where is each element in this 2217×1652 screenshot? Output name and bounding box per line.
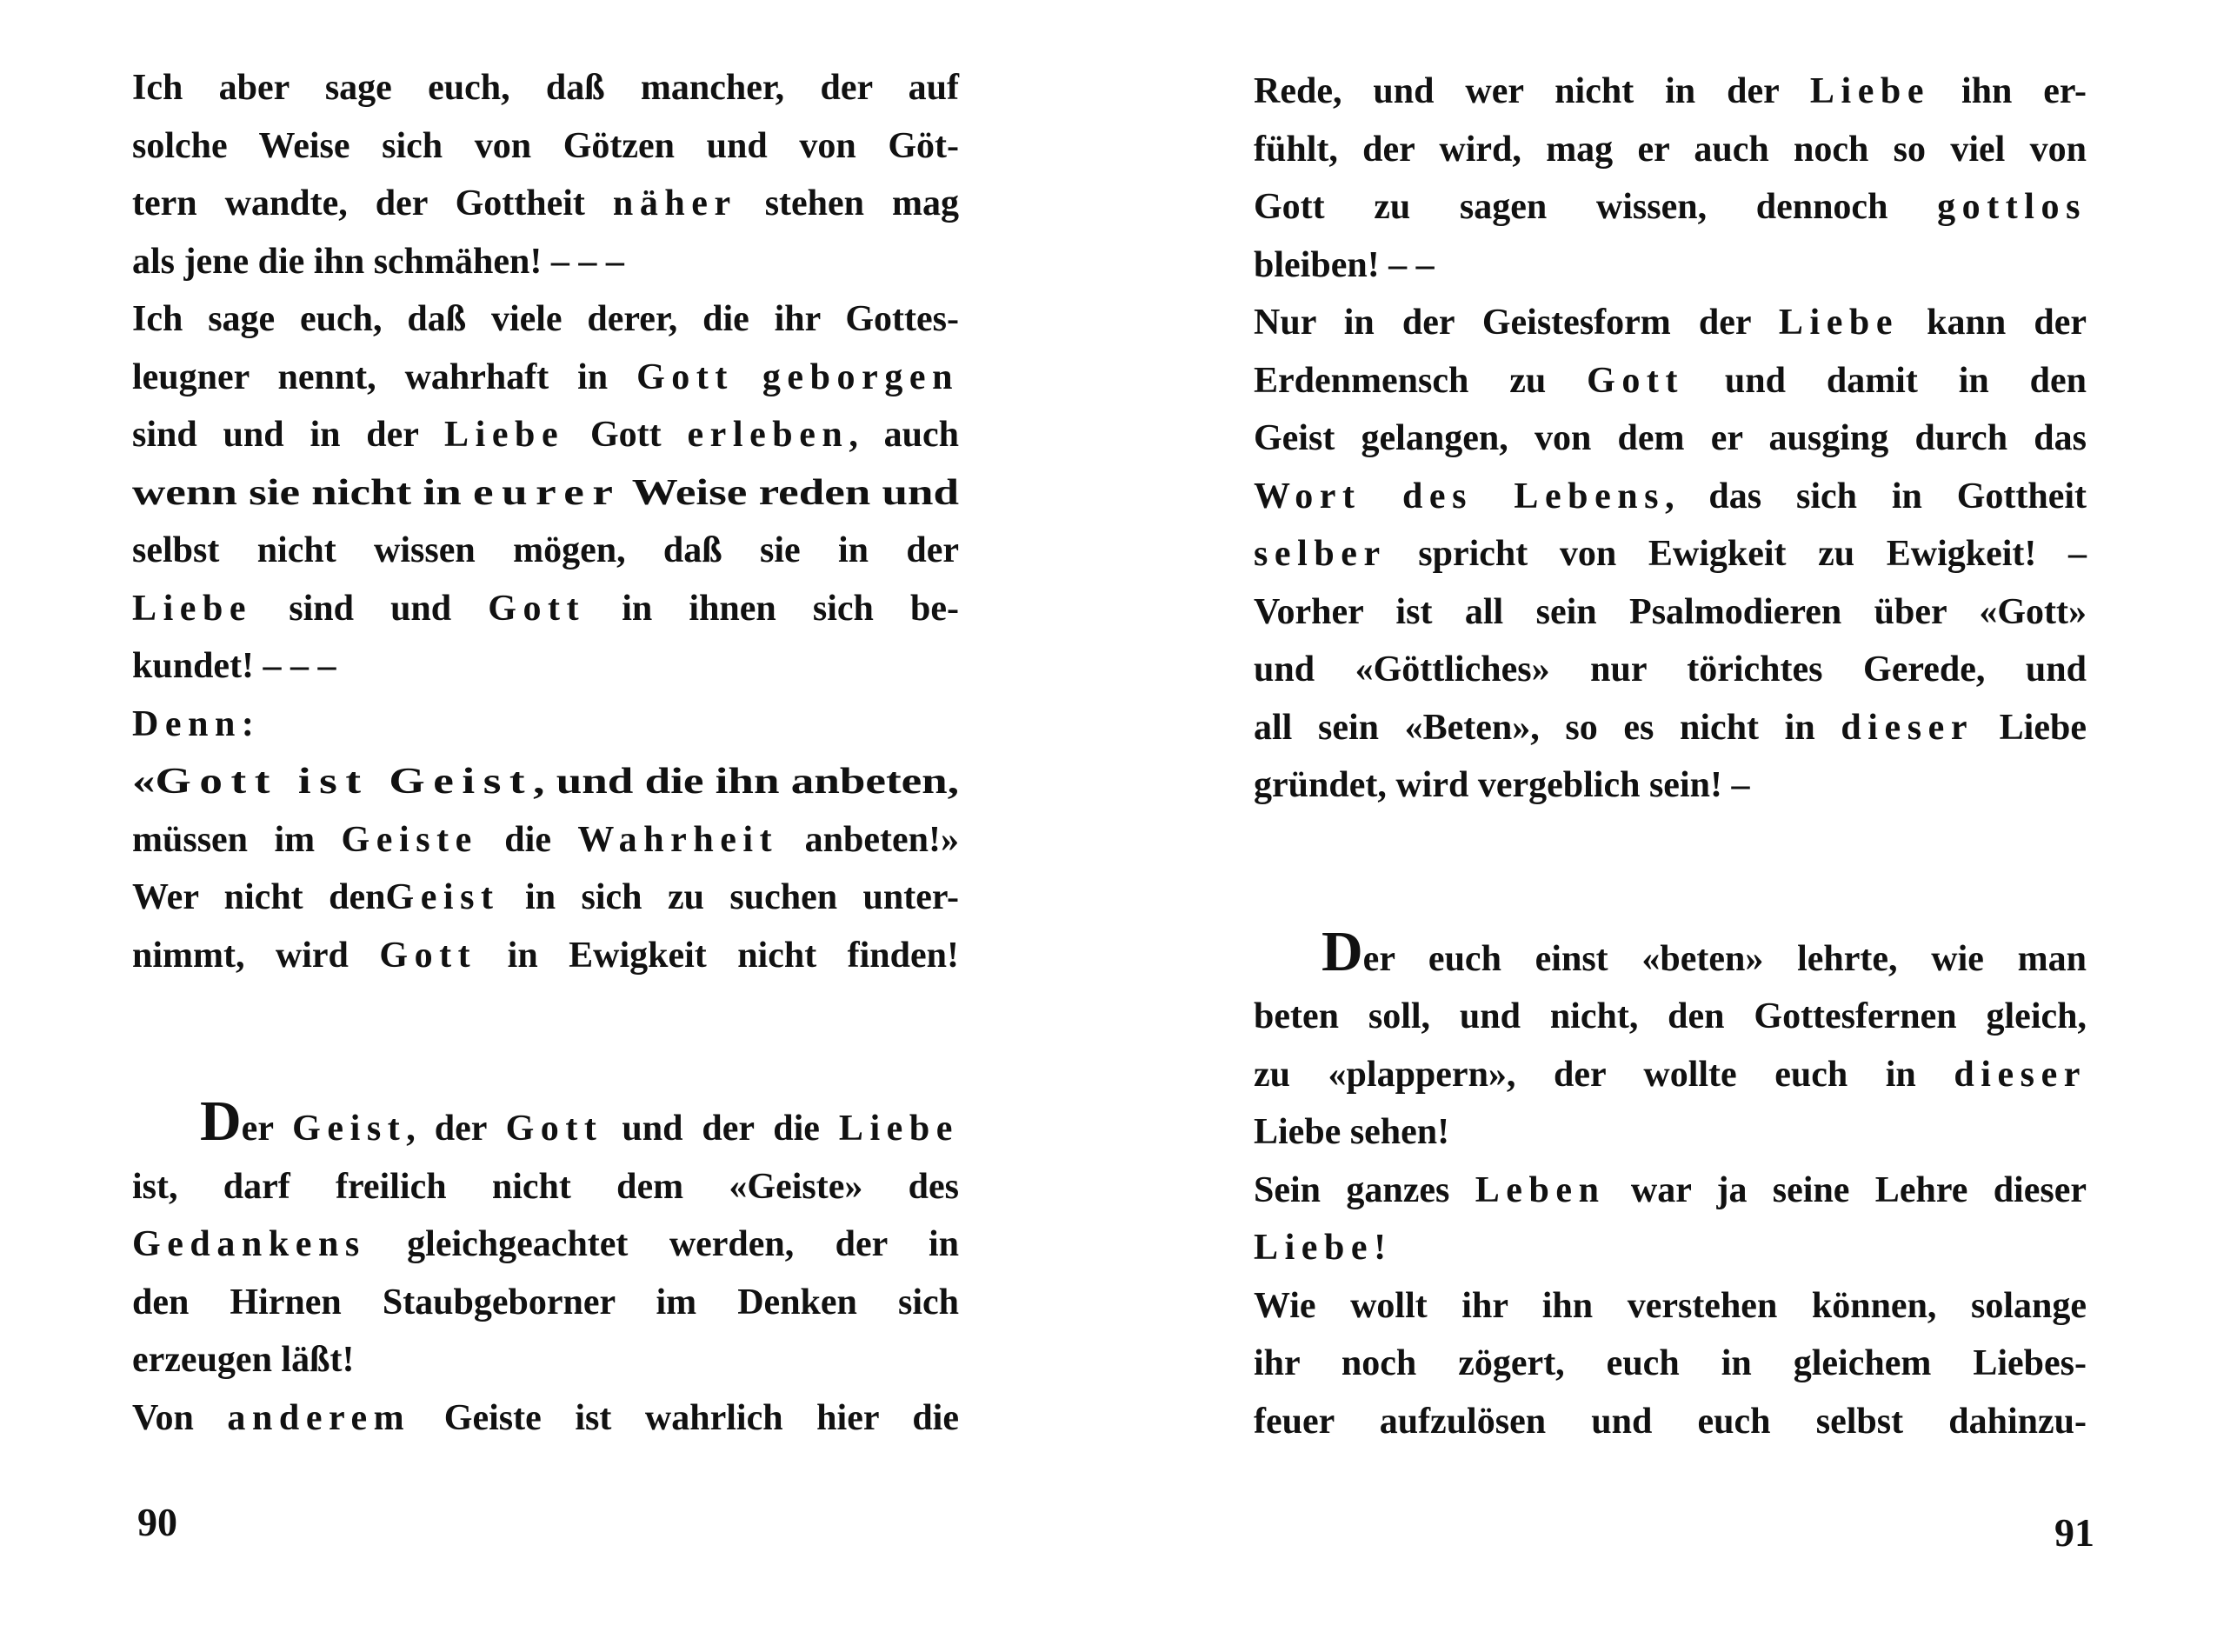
text-run: , der [406, 1109, 506, 1149]
text-line-content [132, 753, 959, 810]
text-line [1254, 988, 2087, 1045]
text-run: stehen mag [736, 183, 959, 223]
spaced-emphasis: Wahrheit [577, 819, 779, 860]
text-run: als jene die ihn schmähen! – – – [132, 241, 624, 282]
text-line-content [132, 1274, 959, 1331]
text-line-content [132, 233, 624, 290]
text-run: leugner nennt, wahrhaft in [132, 356, 637, 397]
text-run: die [477, 819, 578, 860]
text-run: Erdenmensch zu [1254, 360, 1588, 401]
spaced-emphasis: dieser [1954, 1054, 2087, 1095]
text-line [132, 522, 959, 579]
text-line [1254, 178, 2087, 236]
spaced-emphasis: Liebe [1778, 303, 1900, 343]
text-line-content [1254, 1103, 1449, 1161]
page-right [1108, 0, 2217, 1652]
text-run: feuer aufzulösen und euch selbst dahinzu- [1254, 1401, 2087, 1442]
spaced-emphasis: geborgen [762, 356, 959, 397]
text-line [132, 1331, 959, 1389]
text-line-content [1254, 178, 2087, 236]
text-run: in ihnen sich be- [585, 588, 959, 629]
text-line [132, 59, 959, 117]
text-line-content [1254, 1335, 2087, 1392]
text-run: erzeugen läßt! [132, 1340, 355, 1380]
text-line [132, 927, 959, 984]
text-run: kundet! – – – [132, 646, 336, 686]
spaced-emphasis: Gott [488, 588, 586, 629]
text-line [132, 233, 959, 290]
text-run: « [132, 762, 156, 802]
text-run: er [241, 1109, 293, 1149]
text-line [1254, 1393, 2087, 1450]
text-line [132, 349, 959, 406]
spaced-emphasis: Liebe [444, 415, 565, 455]
spaced-emphasis: eurer [472, 472, 622, 513]
text-line-content [1254, 1162, 2087, 1219]
spaced-emphasis: Gott [505, 1109, 603, 1149]
spaced-emphasis: näher [612, 183, 737, 223]
text-line-content [1254, 641, 2087, 698]
spaced-emphasis: Wort des Lebens [1254, 476, 1666, 516]
text-line [1254, 410, 2087, 467]
spaced-emphasis: Gott [636, 356, 734, 397]
text-line [132, 1274, 959, 1331]
drop-cap: D [200, 1089, 242, 1153]
text-run: beten soll, und nicht, den Gottesfernen gleich, [1254, 996, 2087, 1036]
text-line-content [1254, 410, 2087, 467]
text-run: Von [132, 1397, 228, 1438]
text-line-content [132, 175, 959, 232]
text-line-content [132, 580, 959, 637]
text-line-content [132, 464, 959, 522]
text-run: selbst nicht wissen mögen, daß sie in der [132, 530, 959, 570]
text-run: müssen im [132, 819, 342, 860]
text-run: Gott [564, 415, 688, 455]
spaced-emphasis: erleben [687, 415, 849, 455]
text-line-content [1254, 1219, 1393, 1276]
text-run: und der die [603, 1109, 839, 1149]
text-line [1254, 121, 2087, 178]
text-line-content [1254, 352, 2087, 410]
text-line-content [132, 1389, 959, 1447]
text-line-content [1254, 988, 2087, 1045]
spaced-emphasis: selber [1254, 534, 1387, 574]
text-line [1254, 1277, 2087, 1335]
text-line-content [1254, 1393, 2087, 1450]
text-run: Ich aber sage euch, daß mancher, der auf [132, 68, 959, 108]
text-line [132, 637, 959, 695]
text-run: Geist gelangen, von dem er ausging durch das [1254, 418, 2087, 458]
page-number: 90 [137, 1500, 177, 1544]
text-run: fühlt, der wird, mag er auch noch so viel von [1254, 129, 2087, 170]
text-line [1254, 294, 2087, 351]
text-run: bleiben! – – [1254, 244, 1435, 285]
text-run: Wie wollt ihr ihn verstehen können, solange [1254, 1285, 2087, 1326]
spaced-emphasis: anderem [227, 1397, 411, 1438]
text-line [1254, 352, 2087, 410]
text-line-content [132, 59, 959, 117]
text-run: , auch [849, 415, 959, 455]
text-run: Liebe sehen! [1254, 1112, 1450, 1152]
text-line [1254, 1046, 2087, 1103]
text-line [1254, 583, 2087, 641]
text-line-content [132, 696, 260, 753]
text-run: sind und [252, 588, 489, 629]
text-run: gründet, wird vergeblich sein! – [1254, 765, 1750, 805]
text-line [132, 1216, 959, 1273]
text-line-content [132, 637, 336, 695]
text-line [1254, 1103, 2087, 1161]
text-line [1254, 236, 2087, 294]
text-run: ihr noch zögert, euch in gleichem Liebes- [1254, 1343, 2087, 1383]
text-run: Nur in der Geistesform der [1254, 303, 1779, 343]
text-line-content [1254, 1277, 2087, 1335]
text-line [132, 175, 959, 232]
text-run: ist, darf freilich nicht dem «Geiste» des [132, 1166, 959, 1207]
text-run: solche Weise sich von Götzen und von Göt- [132, 125, 959, 166]
text-line [132, 1158, 959, 1216]
spaced-emphasis: Gott [1587, 360, 1684, 401]
text-line [1254, 468, 2087, 525]
text-line-content [1254, 63, 2087, 120]
page-number: 91 [2054, 1510, 2094, 1555]
text-line [1254, 63, 2087, 120]
text-line [1254, 1162, 2087, 1219]
text-run: Gott zu sagen wissen, dennoch [1254, 187, 1938, 227]
text-line-content [132, 927, 959, 984]
text-line-content [1254, 699, 2087, 756]
text-line-content [1254, 468, 2087, 525]
text-line-content [132, 1331, 354, 1389]
text-line-content [132, 522, 959, 579]
spaced-emphasis: Geiste [341, 819, 478, 860]
spaced-emphasis: gottlos [1937, 187, 2087, 227]
text-line [132, 464, 959, 522]
text-line [1254, 1335, 2087, 1392]
text-run: , und die ihn anbeten, [533, 762, 959, 802]
text-line [1254, 919, 2087, 988]
text-run: all sein «Beten», so es nicht in [1254, 707, 1841, 748]
text-run: in sich zu suchen unter- [499, 877, 959, 917]
spaced-emphasis: Liebe [132, 588, 253, 629]
text-line-content [132, 1216, 959, 1273]
text-line-content [132, 869, 959, 926]
text-run: Ich sage euch, daß viele derer, die ihr Gottes- [132, 299, 959, 339]
spaced-emphasis: Leben [1475, 1169, 1606, 1210]
text-run: kann der [1899, 303, 2087, 343]
text-line-content [132, 349, 959, 406]
text-line-content [1254, 756, 1749, 814]
text-run: und «Göttliches» nur törichtes Gerede, und [1254, 649, 2087, 689]
spaced-emphasis: Gott ist Geist [155, 762, 534, 802]
text-line [132, 117, 959, 175]
text-line [132, 290, 959, 348]
text-run: sind und in der [132, 415, 445, 455]
text-run: Vorher ist all sein Psalmodieren über «Gott» [1254, 591, 2087, 632]
text-line [1254, 756, 2087, 814]
page-left [0, 0, 1108, 1652]
text-run: ihn er- [1930, 71, 2087, 111]
text-run: den Hirnen Staubgeborner im Denken sich [132, 1282, 959, 1322]
text-run: Sein ganzes [1254, 1169, 1475, 1210]
text-run: er euch einst «beten» lehrte, wie man [1362, 938, 2087, 979]
text-line-content [132, 811, 959, 869]
text-run: und damit in den [1684, 360, 2087, 401]
text-line [132, 1389, 959, 1447]
spaced-emphasis: Geist [292, 1109, 407, 1149]
text-run: Geiste ist wahrlich hier die [410, 1397, 959, 1438]
text-line-content [200, 1089, 959, 1157]
spaced-emphasis: Liebe [838, 1109, 959, 1149]
spaced-emphasis: Gott [379, 935, 477, 976]
text-line [132, 811, 959, 869]
text-run: anbeten!» [778, 819, 959, 860]
spaced-emphasis: dieser [1841, 707, 1974, 748]
text-run: wenn sie nicht in [132, 472, 473, 513]
text-line-content [1254, 583, 2087, 641]
spaced-emphasis: Liebe [1809, 71, 1931, 111]
spaced-emphasis: Gedankens [132, 1224, 366, 1264]
text-line-content [1254, 236, 1435, 294]
spaced-emphasis: Liebe! [1254, 1228, 1393, 1268]
text-run [734, 357, 762, 397]
text-line [132, 869, 959, 926]
text-run: war ja seine Lehre dieser [1605, 1169, 2087, 1210]
text-line [132, 406, 959, 463]
drop-cap: D [1322, 919, 1363, 983]
spaced-emphasis: Denn: [132, 703, 261, 744]
text-line-content [1254, 294, 2087, 351]
text-line-content [132, 290, 959, 348]
text-line-content [1254, 121, 2087, 178]
text-run: Wer nicht den [132, 877, 386, 917]
text-line-content [1254, 1046, 2087, 1103]
text-line [1254, 1219, 2087, 1276]
text-line-content [132, 117, 959, 175]
text-line [132, 696, 959, 753]
text-line [1254, 699, 2087, 756]
text-line [132, 1089, 959, 1157]
text-line [132, 580, 959, 637]
text-line [1254, 525, 2087, 583]
text-line-content [132, 406, 959, 463]
text-line-content [1254, 525, 2087, 583]
text-line [132, 753, 959, 810]
text-line [1254, 641, 2087, 698]
text-run: Rede, und wer nicht in der [1254, 71, 1810, 111]
text-line-content [1322, 919, 2087, 988]
text-line-content [132, 1158, 959, 1216]
text-run: spricht von Ewigkeit zu Ewigkeit! – [1386, 534, 2087, 574]
text-run: tern wandte, der Gottheit [132, 183, 613, 223]
text-run: nimmt, wird [132, 935, 380, 976]
text-run: , das sich in Gottheit [1665, 476, 2087, 516]
spaced-emphasis: Geist [385, 877, 500, 917]
text-run: gleichgeachtet werden, der in [365, 1224, 959, 1264]
text-run: Weise reden und [621, 472, 959, 513]
text-run: Liebe [1974, 707, 2087, 748]
text-run: zu «plappern», der wollte euch in [1254, 1054, 1954, 1095]
text-run: in Ewigkeit nicht finden! [476, 935, 959, 976]
